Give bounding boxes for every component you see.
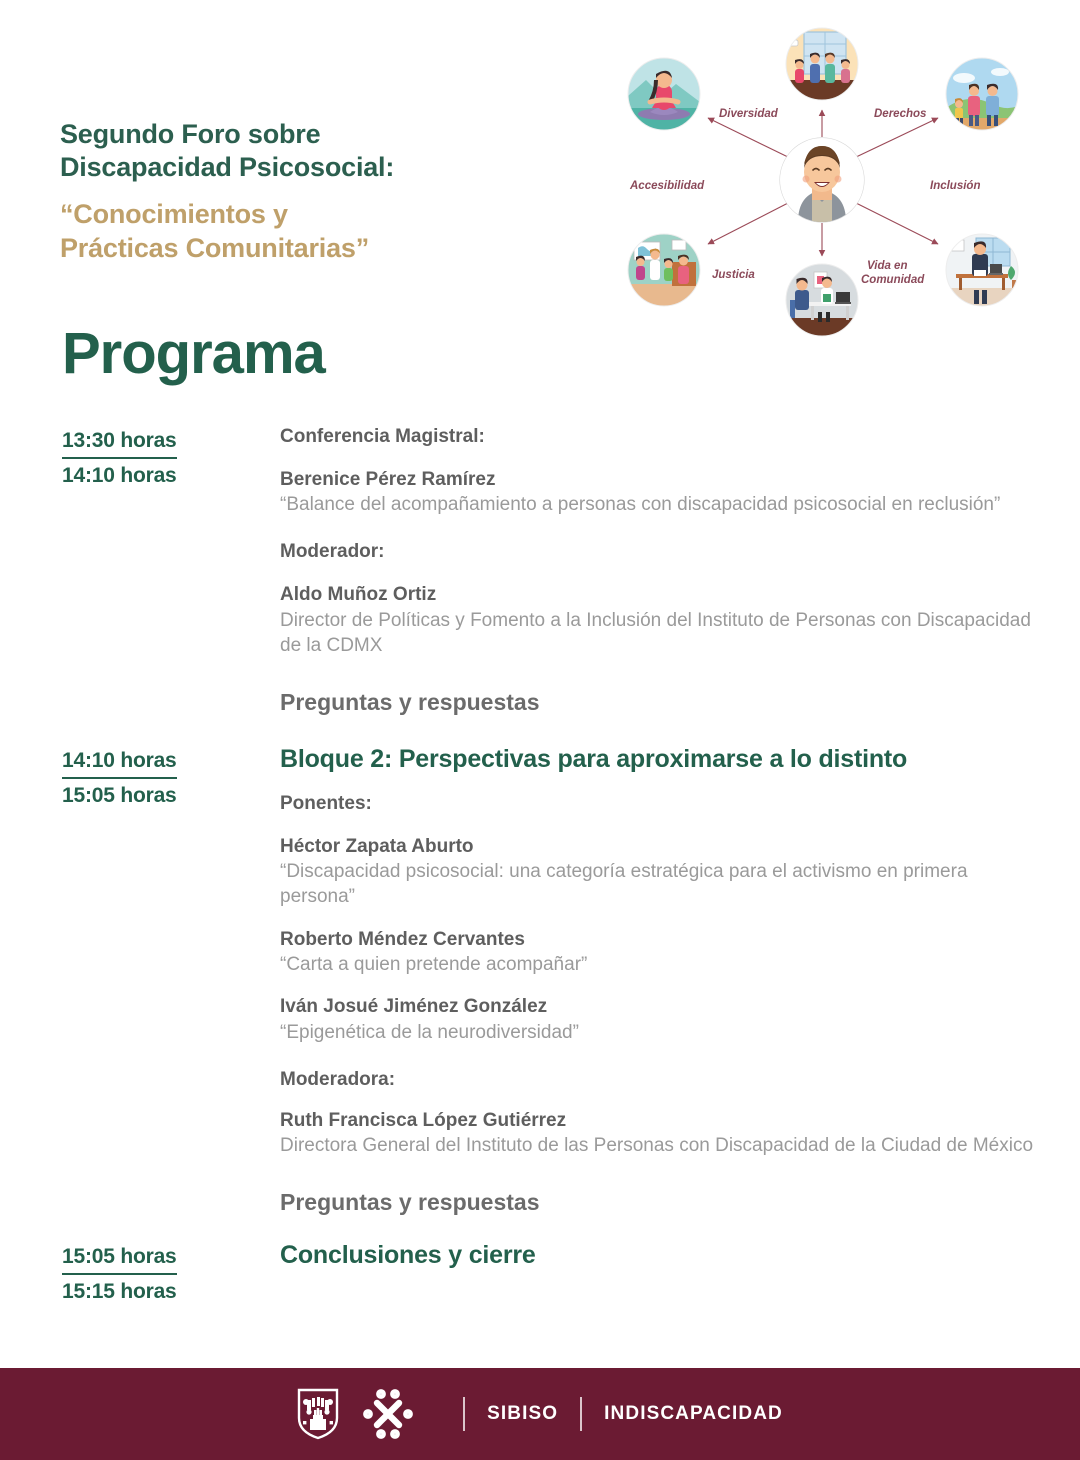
footer-brand-sibiso: SIBISO [487, 1403, 559, 1424]
time-range [62, 426, 177, 491]
moderator-name: Ruth Francisca López Gutiérrez [280, 1109, 567, 1131]
block-title: Conclusiones y cierre [280, 1241, 536, 1270]
page-subtitle [60, 198, 540, 264]
diagram-label-vida-comunidad-line1: Vida en [867, 260, 908, 272]
title-line-1: Segundo Foro sobre [60, 119, 321, 149]
diagram-label-diversidad: Diversidad [719, 108, 778, 120]
qa-heading: Preguntas y respuestas [280, 688, 540, 715]
footer-brand-indiscapacidad: INDISCAPACIDAD [604, 1403, 783, 1424]
speaker-name: Héctor Zapata Aburto [280, 835, 474, 857]
diagram-center-person [780, 138, 864, 222]
time-start: 15:05 horas [62, 1242, 177, 1275]
time-end: 15:15 horas [62, 1280, 177, 1304]
diagram-label-inclusion: Inclusión [930, 180, 981, 192]
content-column [280, 744, 1040, 1219]
content-column [280, 1240, 1040, 1271]
moderator-label: Moderadora: [280, 1069, 396, 1091]
title-block [60, 118, 540, 265]
diagram-circle-meditation [628, 58, 700, 130]
schedule-row [0, 1240, 1080, 1307]
cdmx-coat-of-arms-shield-icon [297, 1388, 339, 1440]
qa-heading: Preguntas y respuestas [280, 1189, 540, 1216]
speaker-name: Roberto Méndez Cervantes [280, 928, 525, 950]
time-column [62, 744, 280, 811]
diagram-circle-office [946, 234, 1018, 306]
page-title [60, 118, 540, 184]
schedule-row [0, 744, 1080, 1219]
footer-divider-2 [580, 1397, 582, 1431]
time-start: 13:30 horas [62, 426, 177, 459]
moderator-name: Aldo Muñoz Ortiz [280, 584, 437, 606]
moderator-role: Directora General del Instituto de las Personas con Discapacidad de la Ciudad de México [280, 1135, 1034, 1157]
diagram-circle-family [946, 58, 1018, 130]
time-end: 14:10 horas [62, 463, 177, 487]
title-line-2: Discapacidad Psicosocial: [60, 152, 395, 183]
diagram-label-accesibilidad: Accesibilidad [630, 180, 705, 192]
footer-bar [0, 1368, 1080, 1460]
cdmx-x-logo-icon [361, 1387, 415, 1441]
time-range [62, 746, 177, 811]
speaker-name: Iván Josué Jiménez González [280, 996, 548, 1018]
footer-logos [297, 1387, 783, 1441]
diagram-circle-classroom [628, 234, 700, 306]
footer-divider-1 [463, 1397, 465, 1431]
time-end: 15:05 horas [62, 783, 177, 807]
time-start: 14:10 horas [62, 746, 177, 779]
subtitle-line-2: Prácticas Comunitarias” [60, 232, 370, 263]
speakers-label: Ponentes: [280, 793, 372, 815]
diagram-circle-group [786, 28, 858, 100]
diagram-label-derechos: Derechos [874, 108, 927, 120]
content-column [280, 424, 1040, 718]
time-range [62, 1242, 177, 1307]
diagram-label-justicia: Justicia [712, 269, 755, 281]
speaker-talk: “Carta a quien pretende acompañar” [280, 954, 588, 976]
speaker-talk: “Balance del acompañamiento a personas con discapacidad psicosocial en reclusión” [280, 494, 1001, 516]
programa-heading: Programa [62, 321, 325, 386]
subtitle-line-1: “Conocimientos y [60, 199, 288, 230]
program-schedule [0, 424, 1080, 1307]
concept-diagram [612, 22, 1032, 342]
speaker-name: Berenice Pérez Ramírez [280, 468, 496, 490]
diagram-label-vida-comunidad-line2: Comunidad [861, 274, 925, 286]
speaker-talk: “Epigenética de la neurodiversidad” [280, 1021, 579, 1043]
time-column [62, 424, 280, 491]
block-title: Bloque 2: Perspectivas para aproximarse a lo distinto [280, 744, 908, 773]
time-column [62, 1240, 280, 1307]
moderator-role: Director de Políticas y Fomento a la Inclusión del Instituto de Personas con Discapacidad de la CDMX [280, 609, 1031, 656]
speaker-talk: “Discapacidad psicosocial: una categoría estratégica para el activismo en primera persona” [280, 861, 968, 908]
session-label: Conferencia Magistral: [280, 426, 485, 447]
schedule-row [0, 424, 1080, 718]
moderator-label: Moderador: [280, 541, 385, 563]
diagram-circle-consultation [786, 264, 858, 336]
